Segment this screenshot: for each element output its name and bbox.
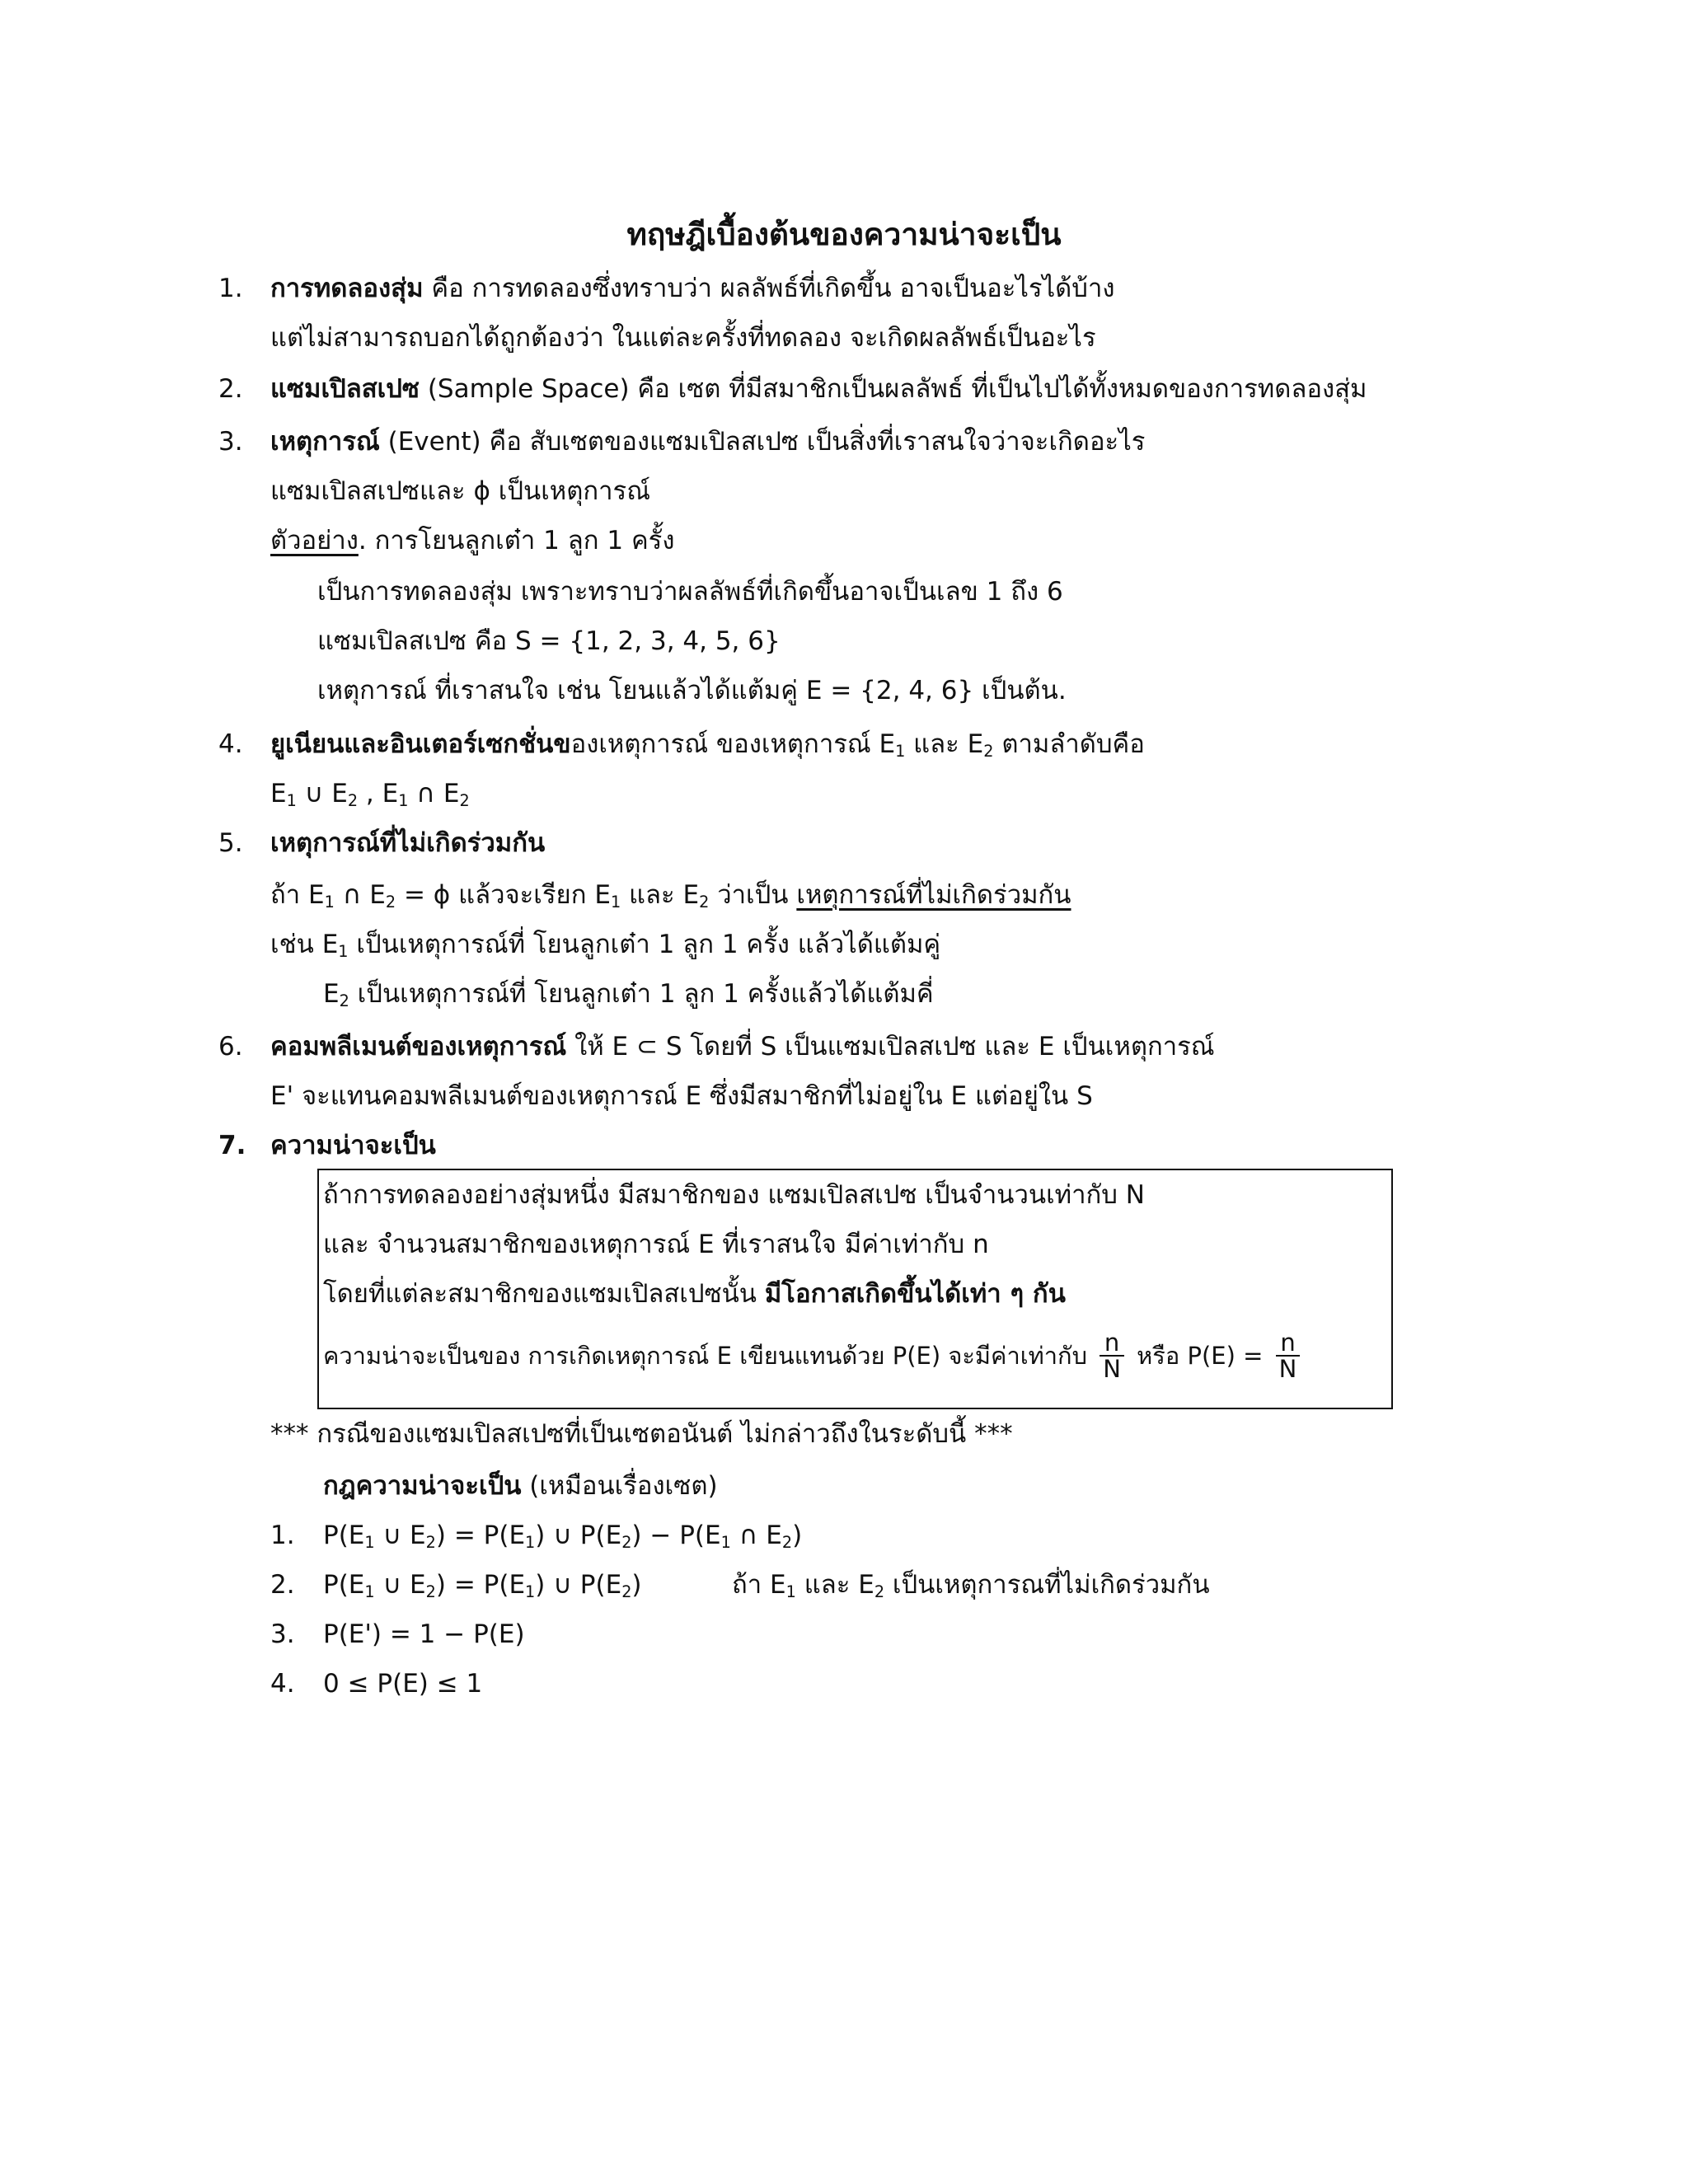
item-1-text-a: คือ การทดลองซึ่งทราบว่า ผลลัพธ์ที่เกิดขึ้น อาจเป็นอะไรได้บ้าง [423,274,1115,303]
item-6-line-1: คอมพลีเมนต์ของเหตุการณ์ ให้ E ⊂ S โดยที่ S เป็นแซมเปิลสเปซ และ E เป็นเหตุการณ์ [270,1032,1215,1062]
item-3-line-2: แซมเปิลสเปซและ ϕ เป็นเหตุการณ์ [270,476,650,506]
item-1-line-1 [270,274,1115,304]
item-number-2: 2. [218,374,243,404]
item-3-text-a: (Event) คือ สับเซตของแซมเปิลสเปซ เป็นสิ่งที่เราสนใจว่าจะเกิดอะไร [379,427,1146,457]
box-line-4: ความน่าจะเป็นของ การเกิดเหตุการณ์ E เขียนแทนด้วย P(E) จะมีค่าเท่ากับ $\frac{n}{N}$ หรือ P(E) = $\frac{n}{N}$ [323,1330,1305,1382]
rule-3: P(E') = 1 − P(E) [323,1619,525,1649]
item-1-term: การทดลองสุ่ม [270,274,424,303]
infinite-space-note: *** กรณีของแซมเปิลสเปซที่เป็นเซตอนันต์ ไม่กล่าวถึงในระดับนี้ *** [270,1419,1013,1449]
item-5-term: เหตุการณ์ที่ไม่เกิดร่วมกัน [270,828,546,858]
item-4-formula: $E_1$ ∪ $E_2$ , $E_1$ ∩ $E_2$ [270,779,470,810]
item-1-line-2: แต่ไม่สามารถบอกได้ถูกต้องว่า ในแต่ละครั้งที่ทดลอง จะเกิดผลลัพธ์เป็นอะไร [270,323,1096,353]
rule-number-3: 3. [270,1619,295,1649]
rule-number-2: 2. [270,1570,295,1600]
item-5-line-2: ถ้า $E_1$ ∩ $E_2 = \phi$ แล้วจะเรียก $E_1$ และ $E_2$ ว่าเป็น เหตุการณ์ที่ไม่เกิดร่วมกัน [270,880,1071,912]
box-line-1: ถ้าการทดลองอย่างสุ่มหนึ่ง มีสมาชิกของ แซมเปิลสเปซ เป็นจำนวนเท่ากับ N [323,1180,1145,1210]
item-4-text-a: องเหตุการณ์ ของเหตุการณ์ [570,729,871,759]
item-7-term: ความน่าจะเป็น [270,1131,436,1160]
box-line-2: และ จำนวนสมาชิกของเหตุการณ์ E ที่เราสนใจ มีค่าเท่ากับ n [323,1230,989,1259]
item-number-5: 5. [218,828,243,858]
item-6-line-2: E' จะแทนคอมพลีเมนต์ของเหตุการณ์ E ซึ่งมีสมาชิกที่ไม่อยู่ใน E แต่อยู่ใน S [270,1081,1093,1111]
item-4-tail: ตามลำดับคือ [1001,729,1145,759]
fraction-n-over-N: $\frac{n}{N}$ [1100,1330,1124,1382]
rule-2-condition: ถ้า $E_1$ และ $E_2$ เป็นเหตุการณที่ไม่เกิดร่วมกัน [732,1570,1210,1601]
example-line-3: เหตุการณ์ ที่เราสนใจ เช่น โยนแล้วได้แต้มคู่ E = {2, 4, 6} เป็นต้น. [317,676,1067,705]
example-line-2: แซมเปิลสเปซ คือ S = {1, 2, 3, 4, 5, 6} [317,626,781,656]
item-number-4: 4. [218,729,243,759]
item-number-7: 7. [218,1131,246,1160]
mutually-exclusive-term: เหตุการณ์ที่ไม่เกิดร่วมกัน [796,880,1071,910]
rule-number-1: 1. [270,1521,295,1550]
item-2-text-a: (Sample Space) คือ เซต ที่มีสมาชิกเป็นผลลัพธ์ ที่เป็นไปได้ทั้งหมดของการทดลองสุ่ม [419,374,1367,404]
rule-2: $P(E_1$ ∪ $E_2) = P(E_1)$ ∪ $P(E_2)$ [323,1570,642,1601]
example-text: . การโยนลูกเต๋า 1 ลูก 1 ครั้ง [358,526,675,555]
item-2-term: แซมเปิลสเปซ [270,374,420,404]
item-number-3: 3. [218,427,243,457]
event-e2: $E_2$ [967,729,994,761]
example-line-1: เป็นการทดลองสุ่ม เพราะทราบว่าผลลัพธ์ที่เกิดขึ้นอาจเป็นเลข 1 ถึง 6 [317,577,1063,607]
rule-1: $P(E_1$ ∪ $E_2) = P(E_1)$ ∪ $P(E_2) - P(E_1$ ∩ $E_2$) [323,1521,803,1552]
rule-number-4: 4. [270,1669,295,1699]
page-title: ทฤษฎีเบื้องต้นของความน่าจะเป็น [626,217,1062,252]
item-5-line-3: เช่น $E_1$ เป็นเหตุการณ์ที่ โยนลูกเต๋า 1 ลูก 1 ครั้ง แล้วได้แต้มคู่ [270,930,941,961]
item-5-line-4: $E_2$ เป็นเหตุการณ์ที่ โยนลูกเต๋า 1 ลูก 1 ครั้งแล้วได้แต้มคี่ [323,979,934,1010]
item-4-line-1 [270,729,1145,760]
item-number-6: 6. [218,1032,243,1062]
item-3-line-1 [270,427,1145,457]
example-label: ตัวอย่าง [270,526,359,555]
item-number-1: 1. [218,274,243,303]
item-3-example [270,526,674,556]
item-2-line-1 [270,374,1367,405]
item-4-term: ยูเนียนและอินเตอร์เซกชั่นข [270,729,571,759]
and-word: และ [913,729,959,759]
event-e1: $E_1$ [879,729,906,761]
rules-heading: กฎความน่าจะเป็น (เหมือนเรื่องเซต) [323,1471,718,1501]
item-3-term: เหตุการณ์ [270,427,380,457]
fraction-n-over-N-2: $\frac{n}{N}$ [1276,1330,1301,1382]
box-line-3: โดยที่แต่ละสมาชิกของแซมเปิลสเปซนั้น มีโอกาสเกิดขึ้นได้เท่า ๆ กัน [323,1279,1066,1309]
rule-4: 0 ≤ P(E) ≤ 1 [323,1669,483,1699]
